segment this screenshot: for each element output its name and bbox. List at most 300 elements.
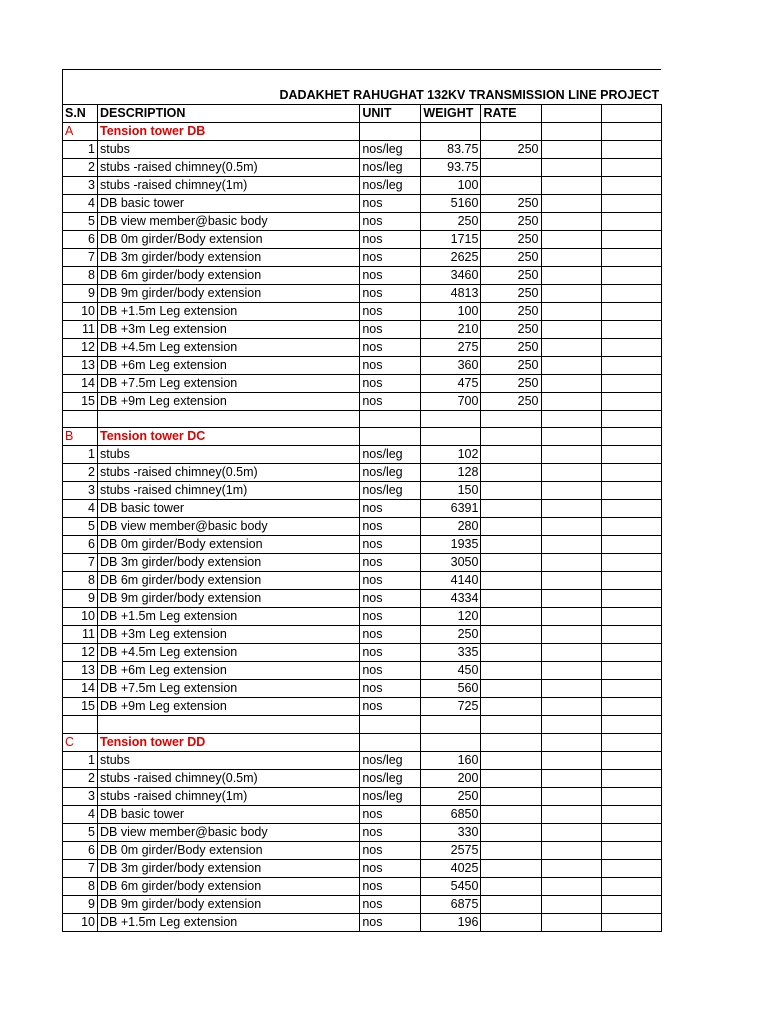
row-sn: 10	[63, 913, 98, 931]
empty-cell	[601, 536, 661, 554]
row-rate	[481, 841, 541, 859]
empty-cell	[541, 751, 601, 769]
header-description: DESCRIPTION	[98, 105, 360, 123]
empty-cell	[601, 662, 661, 680]
row-weight: 4025	[421, 859, 481, 877]
row-weight: 250	[421, 787, 481, 805]
row-rate	[481, 572, 541, 590]
row-unit: nos	[360, 554, 421, 572]
row-rate	[481, 823, 541, 841]
empty-cell	[541, 159, 601, 177]
row-sn: 10	[63, 303, 98, 321]
empty-cell	[601, 698, 661, 716]
row-sn: 14	[63, 375, 98, 393]
row-description: stubs -raised chimney(0.5m)	[98, 769, 360, 787]
table-row	[63, 841, 662, 859]
empty-cell	[541, 123, 601, 141]
row-description: DB +9m Leg extension	[98, 698, 360, 716]
empty-cell	[541, 733, 601, 751]
table-row	[63, 357, 662, 375]
empty-cell	[98, 411, 360, 428]
empty-cell	[601, 482, 661, 500]
section-name: Tension tower DB	[98, 123, 360, 141]
row-unit: nos/leg	[360, 769, 421, 787]
row-rate	[481, 518, 541, 536]
empty-cell	[541, 518, 601, 536]
row-description: DB +3m Leg extension	[98, 626, 360, 644]
row-weight: 102	[421, 446, 481, 464]
empty-cell	[541, 321, 601, 339]
table-row	[63, 393, 662, 411]
empty-cell	[601, 231, 661, 249]
empty-cell	[63, 716, 98, 733]
empty-cell	[541, 805, 601, 823]
row-sn: 3	[63, 787, 98, 805]
empty-cell	[541, 464, 601, 482]
row-weight: 1715	[421, 231, 481, 249]
empty-cell	[601, 267, 661, 285]
table-row	[63, 285, 662, 303]
empty-cell	[601, 787, 661, 805]
row-sn: 11	[63, 321, 98, 339]
table-row	[63, 321, 662, 339]
table-row	[63, 446, 662, 464]
row-rate: 250	[481, 213, 541, 231]
row-unit: nos	[360, 518, 421, 536]
row-rate	[481, 626, 541, 644]
row-description: DB basic tower	[98, 195, 360, 213]
empty-cell	[601, 285, 661, 303]
header-unit: UNIT	[360, 105, 421, 123]
empty-cell	[541, 267, 601, 285]
empty-cell	[541, 590, 601, 608]
empty-cell	[601, 393, 661, 411]
row-sn: 3	[63, 177, 98, 195]
empty-cell	[541, 716, 601, 733]
row-weight: 128	[421, 464, 481, 482]
row-description: DB 0m girder/Body extension	[98, 231, 360, 249]
row-rate: 250	[481, 195, 541, 213]
table-row	[63, 644, 662, 662]
section-header-row	[63, 428, 662, 446]
row-description: DB basic tower	[98, 500, 360, 518]
empty-cell	[601, 141, 661, 159]
row-rate: 250	[481, 321, 541, 339]
row-description: DB 3m girder/body extension	[98, 859, 360, 877]
empty-cell	[481, 123, 541, 141]
row-weight: 3460	[421, 267, 481, 285]
empty-cell	[601, 733, 661, 751]
empty-cell	[601, 446, 661, 464]
table-row	[63, 141, 662, 159]
empty-cell	[541, 626, 601, 644]
empty-cell	[601, 859, 661, 877]
blank-row	[63, 716, 662, 733]
table-row	[63, 769, 662, 787]
empty-cell	[601, 841, 661, 859]
row-weight: 160	[421, 751, 481, 769]
sheet-top-border	[62, 69, 661, 70]
row-sn: 1	[63, 446, 98, 464]
row-rate: 250	[481, 141, 541, 159]
row-rate	[481, 877, 541, 895]
row-rate	[481, 769, 541, 787]
row-rate	[481, 644, 541, 662]
empty-cell	[541, 572, 601, 590]
empty-cell	[541, 357, 601, 375]
row-description: DB +7.5m Leg extension	[98, 375, 360, 393]
row-rate: 250	[481, 249, 541, 267]
empty-cell	[421, 411, 481, 428]
row-weight: 1935	[421, 536, 481, 554]
row-rate	[481, 446, 541, 464]
row-rate	[481, 536, 541, 554]
table-row	[63, 231, 662, 249]
empty-cell	[541, 303, 601, 321]
row-rate	[481, 680, 541, 698]
row-weight: 210	[421, 321, 481, 339]
row-unit: nos	[360, 357, 421, 375]
row-unit: nos/leg	[360, 141, 421, 159]
row-unit: nos/leg	[360, 159, 421, 177]
empty-cell	[601, 572, 661, 590]
row-description: DB +1.5m Leg extension	[98, 608, 360, 626]
empty-cell	[541, 769, 601, 787]
row-rate: 250	[481, 393, 541, 411]
blank-row	[63, 411, 662, 428]
row-description: DB 0m girder/Body extension	[98, 536, 360, 554]
row-rate	[481, 590, 541, 608]
row-unit: nos	[360, 662, 421, 680]
section-letter: A	[63, 123, 98, 141]
table-row	[63, 805, 662, 823]
row-description: stubs	[98, 751, 360, 769]
row-rate	[481, 159, 541, 177]
row-sn: 12	[63, 644, 98, 662]
empty-cell	[601, 626, 661, 644]
row-unit: nos	[360, 195, 421, 213]
empty-cell	[421, 428, 481, 446]
table-row	[63, 177, 662, 195]
empty-cell	[541, 446, 601, 464]
row-weight: 4813	[421, 285, 481, 303]
empty-cell	[541, 608, 601, 626]
empty-cell	[541, 913, 601, 931]
row-weight: 100	[421, 303, 481, 321]
table-row	[63, 751, 662, 769]
row-description: DB +6m Leg extension	[98, 357, 360, 375]
row-sn: 7	[63, 859, 98, 877]
empty-cell	[601, 321, 661, 339]
empty-cell	[601, 913, 661, 931]
row-sn: 9	[63, 895, 98, 913]
row-sn: 13	[63, 357, 98, 375]
empty-cell	[481, 716, 541, 733]
row-unit: nos	[360, 877, 421, 895]
row-sn: 5	[63, 823, 98, 841]
row-description: DB basic tower	[98, 805, 360, 823]
empty-cell	[481, 733, 541, 751]
table-row	[63, 608, 662, 626]
empty-cell	[601, 590, 661, 608]
table-row	[63, 590, 662, 608]
row-sn: 11	[63, 626, 98, 644]
row-unit: nos	[360, 841, 421, 859]
row-sn: 10	[63, 608, 98, 626]
section-name: Tension tower DC	[98, 428, 360, 446]
row-rate	[481, 464, 541, 482]
row-description: DB +6m Leg extension	[98, 662, 360, 680]
row-weight: 475	[421, 375, 481, 393]
row-sn: 6	[63, 231, 98, 249]
row-description: DB 6m girder/body extension	[98, 877, 360, 895]
table-row	[63, 662, 662, 680]
empty-cell	[541, 177, 601, 195]
row-weight: 100	[421, 177, 481, 195]
row-sn: 14	[63, 680, 98, 698]
row-sn: 13	[63, 662, 98, 680]
title-row	[63, 87, 662, 105]
empty-cell	[541, 823, 601, 841]
row-description: stubs	[98, 141, 360, 159]
row-rate: 250	[481, 375, 541, 393]
row-rate	[481, 913, 541, 931]
empty-cell	[421, 733, 481, 751]
row-unit: nos	[360, 644, 421, 662]
header-empty-1	[541, 105, 601, 123]
row-weight: 5450	[421, 877, 481, 895]
empty-cell	[98, 716, 360, 733]
empty-cell	[601, 518, 661, 536]
header-rate: RATE	[481, 105, 541, 123]
empty-cell	[541, 339, 601, 357]
row-weight: 5160	[421, 195, 481, 213]
empty-cell	[601, 644, 661, 662]
empty-cell	[601, 751, 661, 769]
row-rate: 250	[481, 303, 541, 321]
row-unit: nos	[360, 339, 421, 357]
row-unit: nos	[360, 536, 421, 554]
table-row	[63, 698, 662, 716]
row-unit: nos/leg	[360, 482, 421, 500]
table-row	[63, 464, 662, 482]
row-sn: 4	[63, 195, 98, 213]
row-description: stubs -raised chimney(1m)	[98, 177, 360, 195]
header-empty-2	[601, 105, 661, 123]
row-rate	[481, 895, 541, 913]
row-sn: 8	[63, 267, 98, 285]
table-row	[63, 213, 662, 231]
header-row	[63, 105, 662, 123]
empty-cell	[601, 159, 661, 177]
row-unit: nos	[360, 680, 421, 698]
row-unit: nos	[360, 698, 421, 716]
row-weight: 360	[421, 357, 481, 375]
row-unit: nos	[360, 393, 421, 411]
empty-cell	[601, 213, 661, 231]
row-sn: 8	[63, 877, 98, 895]
empty-cell	[541, 482, 601, 500]
row-rate	[481, 500, 541, 518]
row-rate: 250	[481, 267, 541, 285]
empty-cell	[601, 357, 661, 375]
empty-cell	[421, 123, 481, 141]
row-weight: 560	[421, 680, 481, 698]
row-sn: 5	[63, 213, 98, 231]
row-sn: 7	[63, 554, 98, 572]
row-unit: nos	[360, 913, 421, 931]
empty-cell	[541, 213, 601, 231]
row-rate	[481, 805, 541, 823]
empty-cell	[601, 805, 661, 823]
empty-cell	[601, 411, 661, 428]
row-weight: 335	[421, 644, 481, 662]
row-sn: 3	[63, 482, 98, 500]
row-weight: 150	[421, 482, 481, 500]
row-description: DB 9m girder/body extension	[98, 285, 360, 303]
row-unit: nos/leg	[360, 446, 421, 464]
row-unit: nos	[360, 626, 421, 644]
empty-cell	[360, 428, 421, 446]
row-description: DB 3m girder/body extension	[98, 554, 360, 572]
empty-cell	[541, 500, 601, 518]
row-unit: nos	[360, 375, 421, 393]
row-rate: 250	[481, 285, 541, 303]
row-unit: nos	[360, 500, 421, 518]
row-sn: 9	[63, 590, 98, 608]
row-unit: nos	[360, 303, 421, 321]
section-letter: B	[63, 428, 98, 446]
table-row	[63, 859, 662, 877]
empty-cell	[601, 877, 661, 895]
empty-cell	[541, 411, 601, 428]
empty-cell	[541, 877, 601, 895]
row-description: DB 6m girder/body extension	[98, 572, 360, 590]
row-sn: 2	[63, 159, 98, 177]
row-unit: nos/leg	[360, 787, 421, 805]
empty-cell	[360, 411, 421, 428]
empty-cell	[360, 123, 421, 141]
empty-cell	[601, 177, 661, 195]
row-unit: nos	[360, 285, 421, 303]
empty-cell	[601, 823, 661, 841]
row-sn: 6	[63, 536, 98, 554]
table-row	[63, 823, 662, 841]
row-weight: 83.75	[421, 141, 481, 159]
table-row	[63, 482, 662, 500]
table-row	[63, 518, 662, 536]
row-description: DB +7.5m Leg extension	[98, 680, 360, 698]
row-unit: nos/leg	[360, 751, 421, 769]
row-description: stubs -raised chimney(0.5m)	[98, 159, 360, 177]
row-unit: nos/leg	[360, 177, 421, 195]
empty-cell	[601, 554, 661, 572]
row-weight: 4334	[421, 590, 481, 608]
row-weight: 196	[421, 913, 481, 931]
row-weight: 200	[421, 769, 481, 787]
table-row	[63, 500, 662, 518]
row-sn: 8	[63, 572, 98, 590]
row-unit: nos	[360, 859, 421, 877]
table-row	[63, 572, 662, 590]
empty-cell	[481, 411, 541, 428]
row-weight: 450	[421, 662, 481, 680]
row-description: DB +3m Leg extension	[98, 321, 360, 339]
row-unit: nos	[360, 572, 421, 590]
table-row	[63, 895, 662, 913]
empty-cell	[541, 428, 601, 446]
empty-cell	[601, 716, 661, 733]
empty-cell	[601, 339, 661, 357]
row-description: DB 3m girder/body extension	[98, 249, 360, 267]
row-unit: nos	[360, 231, 421, 249]
row-rate	[481, 698, 541, 716]
row-weight: 725	[421, 698, 481, 716]
row-description: DB +4.5m Leg extension	[98, 644, 360, 662]
header-sn: S.N	[63, 105, 98, 123]
empty-cell	[481, 428, 541, 446]
row-weight: 6850	[421, 805, 481, 823]
row-rate: 250	[481, 231, 541, 249]
row-rate	[481, 554, 541, 572]
table-row	[63, 787, 662, 805]
row-weight: 6875	[421, 895, 481, 913]
row-sn: 6	[63, 841, 98, 859]
section-name: Tension tower DD	[98, 733, 360, 751]
empty-cell	[601, 428, 661, 446]
row-weight: 2625	[421, 249, 481, 267]
row-sn: 4	[63, 805, 98, 823]
table-row	[63, 339, 662, 357]
row-description: DB view member@basic body	[98, 213, 360, 231]
empty-cell	[541, 787, 601, 805]
empty-cell	[541, 231, 601, 249]
empty-cell	[541, 195, 601, 213]
row-description: DB 6m girder/body extension	[98, 267, 360, 285]
empty-cell	[360, 716, 421, 733]
row-rate	[481, 859, 541, 877]
empty-cell	[601, 375, 661, 393]
table-row	[63, 536, 662, 554]
row-weight: 120	[421, 608, 481, 626]
row-unit: nos	[360, 249, 421, 267]
table-row	[63, 303, 662, 321]
row-unit: nos	[360, 321, 421, 339]
row-rate	[481, 751, 541, 769]
empty-cell	[601, 680, 661, 698]
empty-cell	[541, 698, 601, 716]
row-weight: 700	[421, 393, 481, 411]
table-row	[63, 375, 662, 393]
row-weight: 6391	[421, 500, 481, 518]
spreadsheet-table	[62, 87, 662, 932]
row-weight: 93.75	[421, 159, 481, 177]
row-description: DB view member@basic body	[98, 518, 360, 536]
empty-cell	[601, 769, 661, 787]
empty-cell	[601, 895, 661, 913]
row-description: DB 0m girder/Body extension	[98, 841, 360, 859]
empty-cell	[541, 644, 601, 662]
row-description: stubs -raised chimney(1m)	[98, 482, 360, 500]
row-sn: 12	[63, 339, 98, 357]
row-sn: 15	[63, 698, 98, 716]
empty-cell	[601, 464, 661, 482]
empty-cell	[601, 303, 661, 321]
row-weight: 4140	[421, 572, 481, 590]
row-rate	[481, 177, 541, 195]
row-description: DB 9m girder/body extension	[98, 590, 360, 608]
table-row	[63, 626, 662, 644]
